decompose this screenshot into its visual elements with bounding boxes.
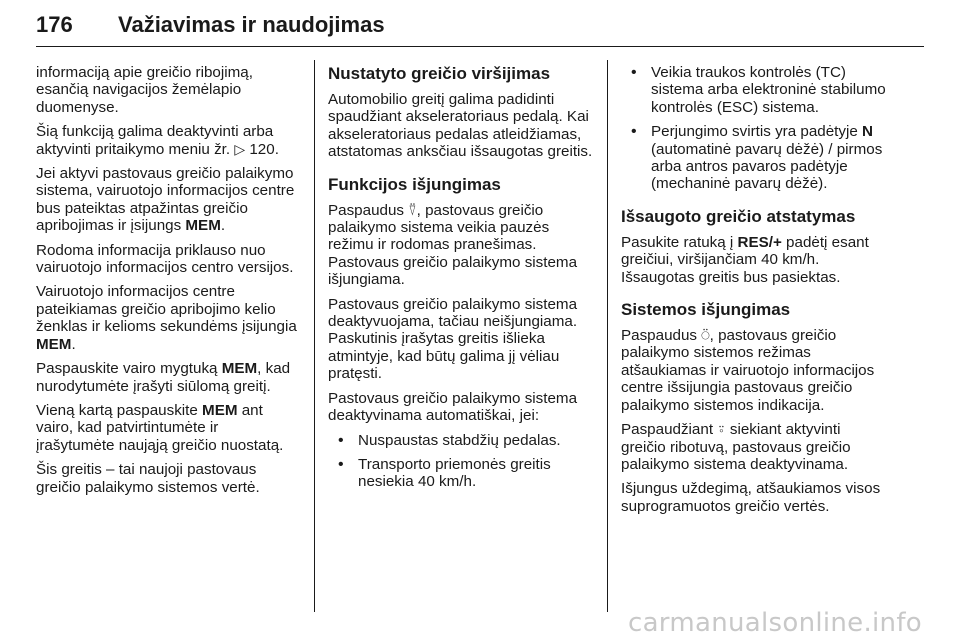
paragraph: Šią funkciją galima deaktyvinti arba aktyvinti pritaikymo meniu žr. ▷ 120. — [36, 123, 279, 158]
paragraph: Šis greitis – tai naujoji pastovaus greičio palaikymo sistemos vertė. — [36, 461, 260, 496]
paragraph: Vieną kartą paspauskite MEM ant vairo, kad patvirtintumėte ir įrašytumėte naująją greičio nuostatą. — [36, 401, 284, 454]
list-item: • Perjungimo svirtis yra padėtyje N (automatinė pavarų dėžė) / pirmos arba antros pavaros padėtyje (mechaninė pavarų dėžė). — [621, 123, 889, 193]
paragraph: Vairuotojo informacijos centre pateikiamas greičio apribojimo kelio ženklas ir kelioms sekundėms įsijungia MEM. — [36, 283, 297, 353]
bullet-list — [621, 64, 889, 193]
list-item: • Transporto priemonės greitis nesiekia 40 km/h. — [328, 456, 594, 491]
paragraph: Pastovaus greičio palaikymo sistema deaktyvinama automatiškai, jei: — [328, 389, 578, 425]
paragraph: Jei aktyvi pastovaus greičio palaikymo sistema, vairuotojo informacijos centre bus pateiktas atpažintas greičio apribojimas ir įsijungs MEM. — [36, 165, 295, 235]
paragraph: Automobilio greitį galima padidinti spaudžiant akseleratoriaus pedalą. Kai akseleratoriaus pedalas atleidžiamas, atstatomas anksčiau išsaugotas greitis. — [328, 91, 593, 161]
page-header — [36, 8, 924, 47]
page-reference-link[interactable]: 120. — [249, 140, 279, 158]
paragraph: informaciją apie greičio ribojimą, esančią navigacijos žemėlapio duomenyse. — [36, 64, 253, 116]
list-item: • Nuspaustas stabdžių pedalas. — [328, 432, 594, 449]
section-heading: Sistemos išjungimas — [621, 300, 791, 320]
paragraph: Išjungus uždegimą, atšaukiamos visos suprogramuotos greičio vertės. — [621, 480, 881, 515]
column-2 — [328, 64, 594, 498]
speed-limiter-icon: ⍤ — [717, 421, 726, 438]
page-reference-icon: ▷ — [234, 140, 246, 157]
cruise-off-icon: ⍥ — [701, 327, 710, 344]
section-heading: Funkcijos išjungimas — [328, 174, 501, 194]
paragraph: Paspauskite vairo mygtuką MEM, kad nurodytumėte įrašyti siūlomą greitį. — [36, 360, 291, 395]
paragraph: Rodoma informacija priklauso nuo vairuotojo informacijos centro versijos. — [36, 241, 294, 277]
paragraph: Paspaudus ⍢, pastovaus greičio palaikymo sistema veikia pauzės režimu ir rodomas pranešimas. Pastovaus greičio palaikymo sistema išjungiama. — [328, 201, 578, 289]
paragraph: Paspaudus ⍥, pastovaus greičio palaikymo sistemos režimas atšaukiamas ir vairuotojo informacijos centre išsijungia pastovaus greičio palaikymo sistemos indikacija. — [621, 327, 875, 414]
chapter-title: Važiavimas ir naudojimas — [118, 12, 385, 37]
paragraph: Pasukite ratuką į RES/+ padėtį esant greičiui, viršijančiam 40 km/h. Išsaugotas greitis bus pasiektas. — [621, 233, 869, 286]
paragraph: Paspaudžiant ⍤ siekiant aktyvinti greičio ribotuvą, pastovaus greičio palaikymo sistema deaktyvinama. — [621, 421, 851, 473]
bullet-list — [328, 432, 594, 491]
column-divider-1 — [314, 60, 315, 612]
watermark: carmanualsonline.info — [627, 608, 922, 638]
column-1 — [36, 64, 300, 503]
cruise-pause-icon: ⍢ — [408, 201, 417, 218]
section-heading: Išsaugoto greičio atstatymas — [621, 206, 856, 226]
paragraph: Pastovaus greičio palaikymo sistema deaktyvuojama, tačiau neišjungiama. Paskutinis įrašytas greitis išlieka atmintyje, kad būtų galima jį vėliau pratęsti. — [328, 295, 578, 383]
page-number: 176 — [36, 12, 73, 37]
section-heading: Nustatyto greičio viršijimas — [328, 64, 551, 83]
list-item: • Veikia traukos kontrolės (TC) sistema arba elektroninė stabilumo kontrolės (ESC) sistema. — [621, 64, 889, 116]
column-divider-2 — [607, 60, 608, 612]
column-3 — [621, 64, 889, 522]
